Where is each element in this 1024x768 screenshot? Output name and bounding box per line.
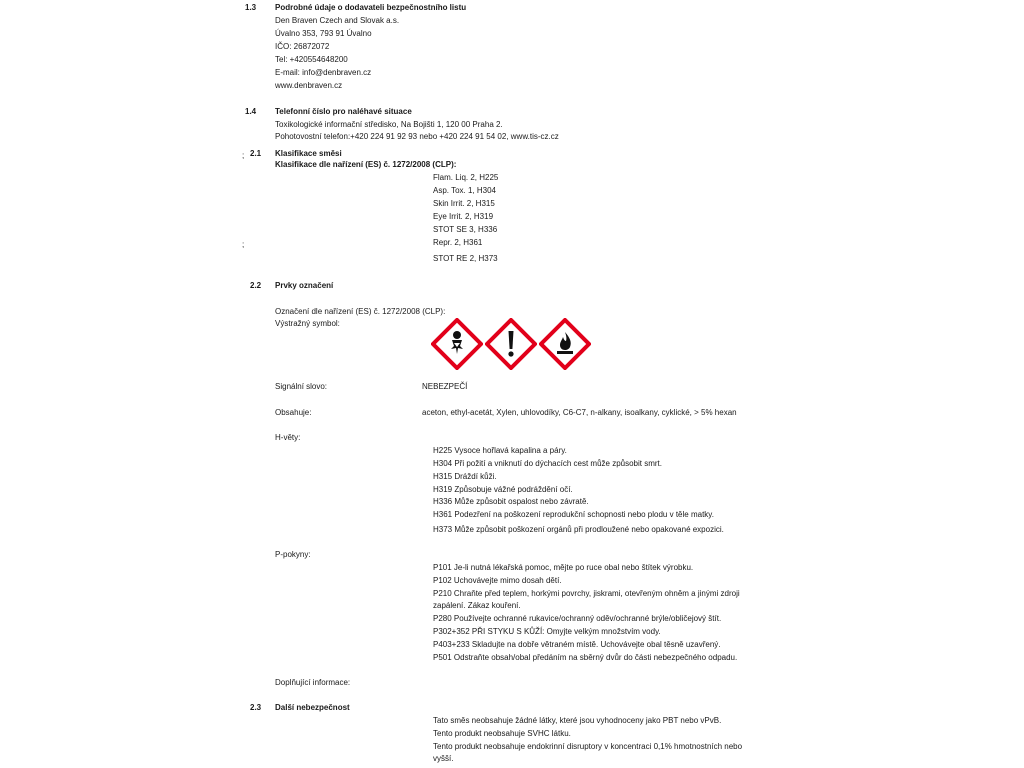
h-statement: H361 Podezření na poškození reprodukční schopnosti nebo plodu v těle matky. [433,510,714,519]
p-statement: P210 Chraňte před teplem, horkými povrchy, jiskrami, otevřeným ohněm a jinými zdroji [433,589,740,598]
revision-mark: ; [242,151,245,160]
section-2-3-title: Další nebezpečnost [275,703,350,712]
classification-item: STOT RE 2, H373 [433,254,498,263]
other-hazard-line: Tento produkt neobsahuje endokrinní disruptory v koncentraci 0,1% hmotnostních nebo [433,742,743,751]
flame-icon [539,318,591,370]
contains-label: Obsahuje: [275,408,312,417]
p-statements-label: P-pokyny: [275,550,311,559]
section-2-1-title: Klasifikace směsi [275,149,342,158]
supplier-address: Úvalno 353, 793 91 Úvalno [275,29,372,38]
h-statement: H373 Může způsobit poškození orgánů při prodloužené nebo opakované expozici. [433,525,724,534]
classification-item: Skin Irrit. 2, H315 [433,199,495,208]
labelling-regulation: Označení dle nařízení (ES) č. 1272/2008 (CLP): [275,307,446,316]
classification-subtitle: Klasifikace dle nařízení (ES) č. 1272/2008 (CLP): [275,160,457,169]
other-hazard-line: Tato směs neobsahuje žádné látky, které jsou vyhodnoceny jako PBT nebo vPvB. [433,716,722,725]
additional-info-label: Doplňující informace: [275,678,351,687]
section-1-4-number: 1.4 [245,107,257,116]
supplier-website[interactable]: www.denbraven.cz [275,81,343,90]
supplier-email[interactable]: E-mail: info@denbraven.cz [275,68,372,77]
section-1-4-title: Telefonní číslo pro naléhavé situace [275,107,412,116]
signal-word-label: Signální slovo: [275,382,328,391]
revision-mark: ; [242,240,245,249]
p-statement: zapálení. Zákaz kouření. [433,601,521,610]
other-hazard-line: Tento produkt neobsahuje SVHC látku. [433,729,571,738]
emergency-phone: Pohotovostní telefon:+420 224 91 92 93 nebo +420 224 91 54 02, www.tis-cz.cz [275,132,559,141]
p-statement: P101 Je-li nutná lékařská pomoc, mějte po ruce obal nebo štítek výrobku. [433,563,694,572]
exclamation-icon [485,318,537,370]
classification-item: Asp. Tox. 1, H304 [433,186,496,195]
section-2-2-number: 2.2 [250,281,262,290]
other-hazard-line: vyšší. [433,754,454,763]
section-2-1-number: 2.1 [250,149,262,158]
p-statement: P302+352 PŘI STYKU S KŮŽÍ: Omyjte velkým množstvím vody. [433,627,661,636]
signal-word-value: NEBEZPEČÍ [422,382,468,391]
section-2-3-number: 2.3 [250,703,262,712]
h-statement: H225 Vysoce hořlavá kapalina a páry. [433,446,567,455]
p-statement: P403+233 Skladujte na dobře větraném místě. Uchovávejte obal těsně uzavřený. [433,640,721,649]
p-statement: P102 Uchovávejte mimo dosah dětí. [433,576,562,585]
supplier-name: Den Braven Czech and Slovak a.s. [275,16,400,25]
section-2-2-title: Prvky označení [275,281,334,290]
classification-item: Repr. 2, H361 [433,238,483,247]
health-hazard-icon [431,318,483,370]
contains-value: aceton, ethyl-acetát, Xylen, uhlovodíky, C6-C7, n-alkany, isoalkany, cyklické, > 5% hexan [422,408,737,417]
supplier-phone: Tel: +420554648200 [275,55,348,64]
h-statement: H336 Může způsobit ospalost nebo závratě. [433,497,589,506]
h-statement: H315 Dráždí kůži. [433,472,497,481]
h-statement: H319 Způsobuje vážné podráždění očí. [433,485,573,494]
symbol-label: Výstražný symbol: [275,319,340,328]
classification-item: STOT SE 3, H336 [433,225,498,234]
supplier-ico: IČO: 26872072 [275,42,330,51]
p-statement: P280 Používejte ochranné rukavice/ochranný oděv/ochranné brýle/obličejový štít. [433,614,722,623]
p-statement: P501 Odstraňte obsah/obal předáním na sběrný dvůr do části nebezpečného odpadu. [433,653,738,662]
classification-item: Flam. Liq. 2, H225 [433,173,499,182]
h-statement: H304 Při požití a vniknutí do dýchacích cest může způsobit smrt. [433,459,662,468]
toxicology-center: Toxikologické informační středisko, Na Bojišti 1, 120 00 Praha 2. [275,120,503,129]
section-1-3-number: 1.3 [245,3,257,12]
h-statements-label: H-věty: [275,433,301,442]
section-1-3-title: Podrobné údaje o dodavateli bezpečnostního listu [275,3,467,12]
classification-item: Eye Irrit. 2, H319 [433,212,494,221]
